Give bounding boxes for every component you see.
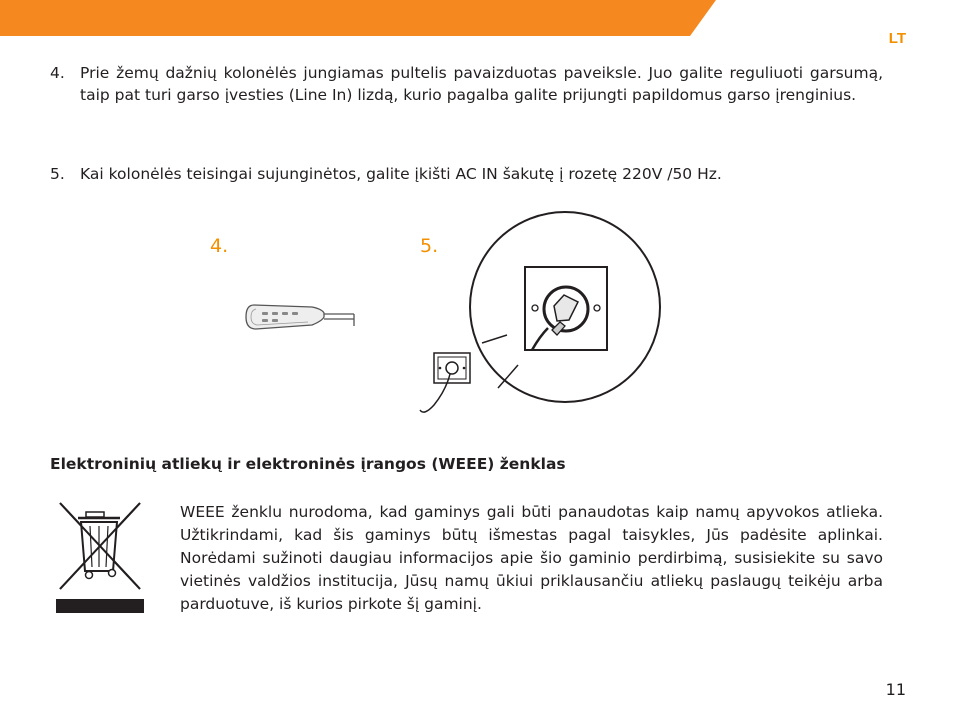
item-text: Kai kolonėlės teisingai sujunginėtos, galite įkišti AC IN šakutę į rozetę 220V /50 Hz.	[80, 165, 722, 183]
remote-control-illustration	[242, 295, 362, 345]
language-code: LT	[888, 30, 906, 47]
item-number: 5.	[50, 165, 65, 183]
weee-description: WEEE ženklu nurodoma, kad gaminys gali būti panaudotas kaip namų apyvokos atlieka. Užtikrindami, kad šis gaminys būtų išmestas pagal taisykles, Jūs padėsite aplinkai. Norėdami sužinoti daugiau informacijos apie šio gaminio perdirbimą, susisiekite su savo vietinės valdžios institucija, Jūsų namų ūkiui priklausančiu atliekų paslaugų teikėju arba parduotuve, iš kurios pirkote šį gaminį.	[180, 503, 883, 613]
page-number: 11	[885, 680, 906, 699]
list-item	[50, 62, 883, 106]
item-number: 4.	[50, 64, 65, 82]
wall-socket-illustration	[412, 210, 662, 425]
weee-bin-icon	[54, 497, 146, 615]
figure-4-label: 4.	[210, 235, 229, 257]
item-text: Prie žemų dažnių kolonėlės jungiamas pultelis pavaizduotas paveiksle. Juo galite reguliuoti garsumą, taip pat turi garso įvesties (Line In) lizdą, kurio pagalba galite prijungti papildomus garso įrenginius.	[80, 64, 883, 104]
figure-5-label: 5.	[420, 235, 439, 257]
weee-heading: Elektroninių atliekų ir elektroninės įrangos (WEEE) ženklas	[50, 455, 566, 473]
list-item	[50, 163, 883, 185]
orange-header-bar	[0, 0, 954, 40]
